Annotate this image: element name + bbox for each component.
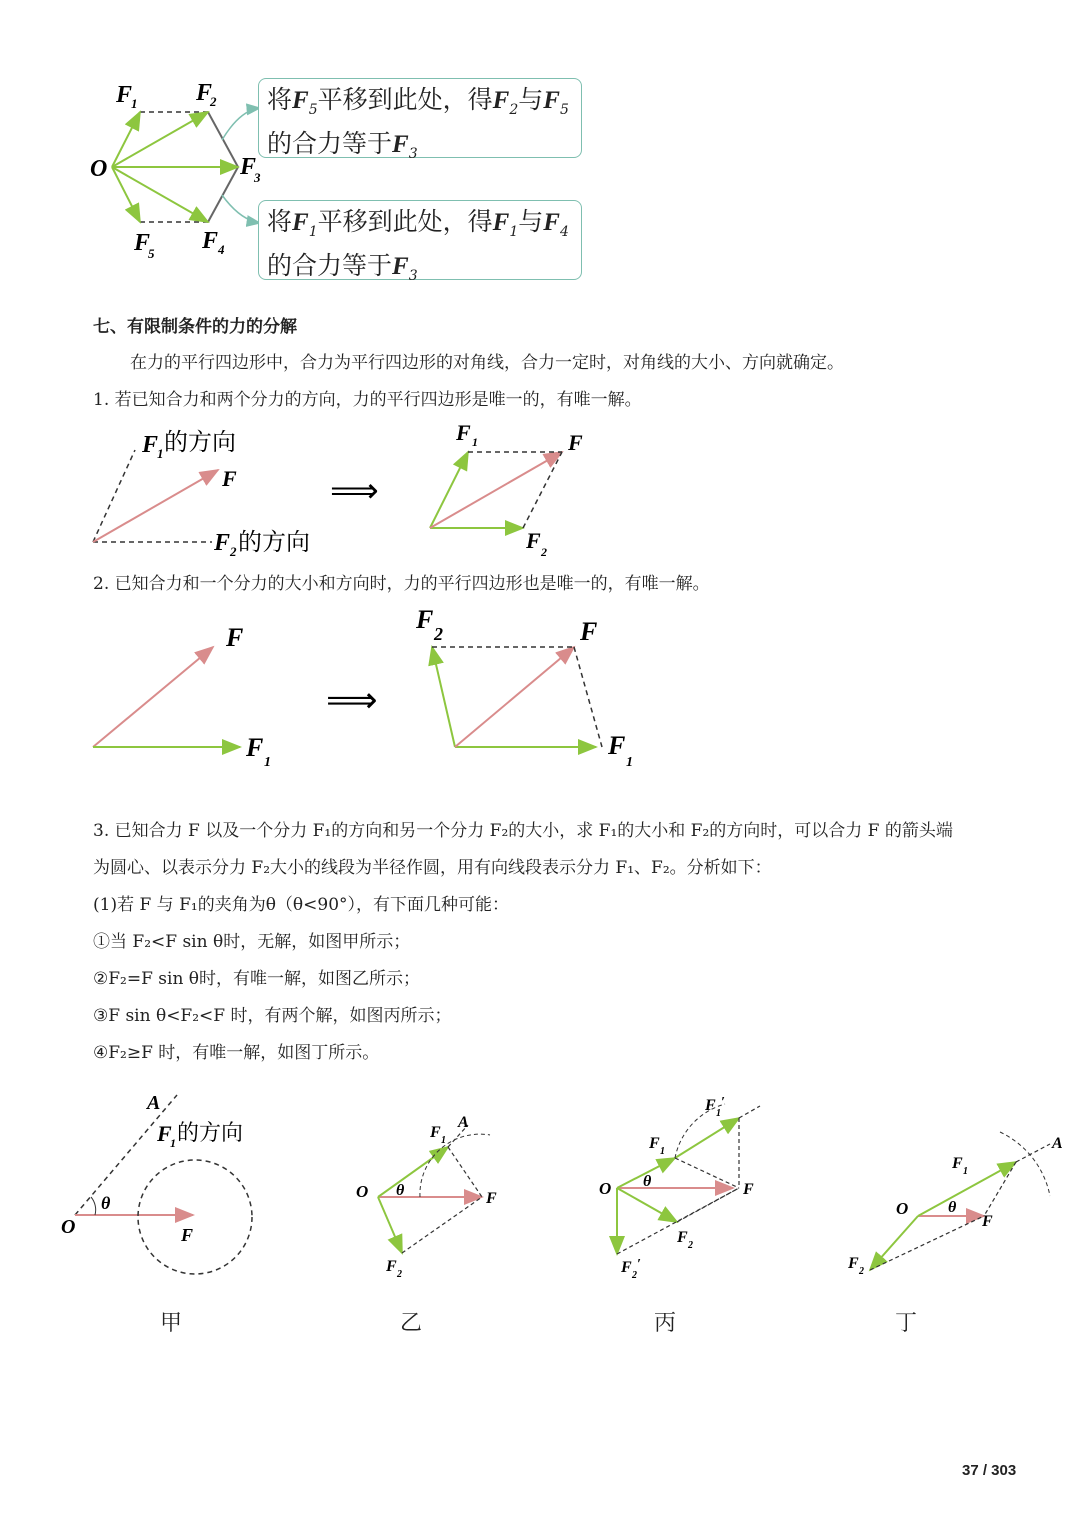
fig3-ding	[840, 1120, 1070, 1280]
svg-text:F: F	[982, 1213, 993, 1230]
svg-text:O: O	[896, 1199, 909, 1218]
svg-text:F: F	[226, 623, 244, 652]
svg-text:2: 2	[688, 1240, 693, 1251]
svg-text:F: F	[952, 1155, 963, 1172]
item-3-line1: 3. 已知合力 F 以及一个分力 F₁的方向和另一个分力 F₂的大小，求 F₁的大小和 F₂的方向时，可以合力 F 的箭头端	[93, 821, 953, 841]
svg-text:1: 1	[626, 755, 633, 770]
svg-text:F: F	[568, 430, 583, 455]
svg-text:⟹: ⟹	[330, 471, 379, 511]
svg-text:2: 2	[632, 1270, 637, 1281]
svg-text:F: F	[649, 1135, 660, 1152]
svg-text:的方向: 的方向	[238, 528, 310, 556]
svg-text:F: F	[430, 1124, 441, 1141]
item-3-line2: 为圆心、以表示分力 F₂大小的线段为半径作圆，用有向线段表示分力 F₁、F₂。分析如下：	[93, 858, 772, 878]
svg-text:A: A	[458, 1114, 469, 1131]
section-heading: 七、有限制条件的力的分解	[93, 317, 297, 337]
label-f1: F	[116, 82, 133, 108]
svg-text:A: A	[1052, 1135, 1063, 1152]
svg-text:F: F	[157, 1121, 172, 1146]
svg-text:O: O	[599, 1179, 612, 1198]
svg-text:F: F	[486, 1190, 497, 1207]
svg-text:F: F	[621, 1259, 632, 1276]
svg-text:F: F	[743, 1181, 754, 1198]
label-f2: F	[196, 80, 213, 106]
svg-text:5: 5	[148, 246, 155, 261]
svg-text:1: 1	[716, 1108, 721, 1119]
fig1-parallelogram-two-directions	[80, 420, 620, 565]
svg-text:F: F	[386, 1258, 397, 1275]
svg-text:A: A	[147, 1092, 161, 1114]
case-2: ②F₂=F sin θ时，有唯一解，如图乙所示；	[93, 969, 421, 989]
svg-text:2: 2	[210, 94, 217, 109]
svg-text:θ: θ	[948, 1199, 957, 1216]
page-number: 37 / 303	[962, 1462, 1017, 1479]
svg-text:O: O	[61, 1216, 76, 1238]
svg-text:θ: θ	[396, 1182, 405, 1199]
case-intro: (1)若 F 与 F₁的夹角为θ（θ<90°），有下面几种可能：	[93, 895, 510, 915]
svg-text:的方向: 的方向	[164, 428, 236, 456]
label-f5: F	[134, 230, 151, 256]
case-3: ③F sin θ<F₂<F 时，有两个解，如图丙所示；	[93, 1006, 452, 1026]
svg-text:1: 1	[660, 1146, 665, 1157]
fig2-parallelogram-one-component	[80, 600, 650, 780]
svg-text:F: F	[456, 420, 471, 445]
svg-text:1: 1	[264, 755, 271, 770]
case-4: ④F₂≥F 时，有唯一解，如图丁所示。	[93, 1043, 380, 1063]
svg-text:F: F	[526, 528, 541, 553]
svg-text:1: 1	[963, 1166, 968, 1177]
item-2: 2. 已知合力和一个分力的大小和方向时，力的平行四边形也是唯一的，有唯一解。	[93, 574, 710, 594]
fig3-yi	[350, 1105, 520, 1285]
section-intro: 在力的平行四边形中，合力为平行四边形的对角线，合力一定时，对角线的大小、方向就确定。	[130, 353, 844, 373]
svg-text:F: F	[848, 1255, 859, 1272]
svg-text:F: F	[705, 1097, 716, 1114]
svg-text:2: 2	[397, 1269, 402, 1280]
note-bottom: 将$F_1$平移到此处，得$F_1$与$F_4$ 的合力等于$F_3$	[258, 200, 582, 280]
svg-text:θ: θ	[643, 1173, 652, 1190]
svg-text:O: O	[356, 1182, 369, 1201]
caption-ding: 丁	[895, 1311, 918, 1336]
svg-text:F: F	[608, 731, 626, 760]
caption-yi: 乙	[400, 1311, 423, 1336]
svg-text:4: 4	[218, 242, 225, 257]
svg-text:的方向: 的方向	[177, 1121, 244, 1146]
caption-jia: 甲	[160, 1311, 183, 1336]
svg-text:1: 1	[131, 96, 138, 111]
svg-text:3: 3	[254, 170, 261, 185]
svg-text:1: 1	[472, 435, 478, 449]
label-f3: F	[240, 154, 257, 180]
item-1: 1. 若已知合力和两个分力的方向，力的平行四边形是唯一的，有唯一解。	[93, 390, 642, 410]
svg-text:θ: θ	[101, 1193, 111, 1213]
svg-text:F: F	[580, 617, 598, 646]
svg-text:2: 2	[434, 624, 443, 644]
svg-text:1: 1	[170, 1136, 176, 1150]
svg-text:2: 2	[859, 1266, 864, 1277]
svg-text:′: ′	[637, 1257, 641, 1272]
svg-text:⟹: ⟹	[326, 680, 378, 721]
svg-text:F: F	[677, 1229, 688, 1246]
caption-bing: 丙	[654, 1311, 677, 1336]
svg-text:1: 1	[157, 446, 164, 461]
fig3-jia	[55, 1085, 275, 1285]
svg-text:1: 1	[441, 1135, 446, 1146]
svg-text:F: F	[214, 530, 231, 556]
svg-text:2: 2	[541, 545, 547, 559]
svg-text:F: F	[181, 1225, 194, 1245]
label-f4: F	[202, 228, 219, 254]
fig3-bing	[595, 1090, 775, 1285]
svg-text:F: F	[416, 605, 434, 634]
label-o: O	[90, 156, 108, 182]
svg-text:2: 2	[230, 544, 237, 559]
note-top: 将$F_5$平移到此处，得$F_2$与$F_5$ 的合力等于$F_3$	[258, 78, 582, 158]
case-1: ①当 F₂<F sin θ时，无解，如图甲所示；	[93, 932, 411, 952]
svg-text:F: F	[246, 733, 264, 762]
svg-text:F: F	[142, 432, 159, 458]
svg-text:′: ′	[721, 1095, 725, 1110]
svg-text:F: F	[222, 466, 237, 491]
